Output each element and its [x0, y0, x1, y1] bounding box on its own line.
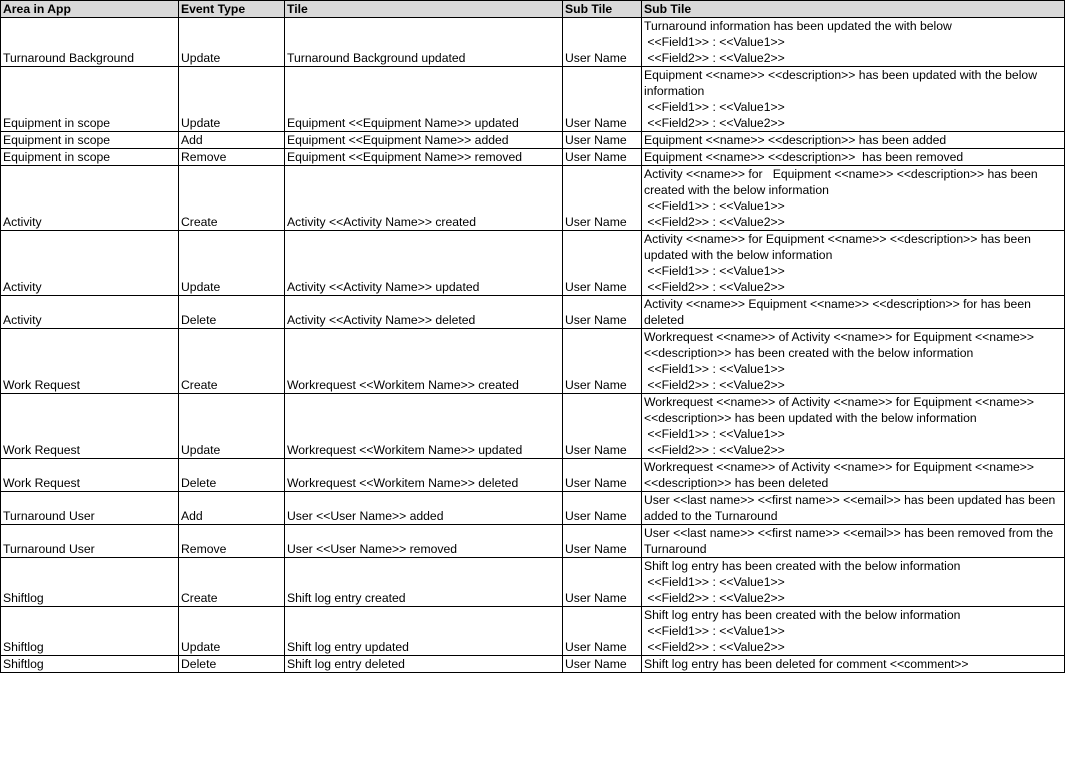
description-line: <<Field1>> : <<Value1>> — [644, 199, 785, 213]
event-type-cell: Create — [179, 166, 285, 231]
sub-tile-cell: User Name — [563, 18, 642, 67]
description-line: <<Field2>> : <<Value2>> — [644, 591, 785, 605]
event-type-cell: Update — [179, 18, 285, 67]
tile-cell: Turnaround Background updated — [285, 18, 563, 67]
description-cell — [642, 18, 1065, 67]
table-row — [1, 67, 1065, 132]
description-line: Activity <<name>> for Equipment <<name>> <<description>> has been updated with the below information — [644, 232, 1035, 262]
event-type-cell: Remove — [179, 525, 285, 558]
area-in-app-cell: Work Request — [1, 459, 179, 492]
description-line: <<Field1>> : <<Value1>> — [644, 100, 785, 114]
event-type-cell: Add — [179, 132, 285, 149]
sub-tile-cell: User Name — [563, 149, 642, 166]
description-line: <<Field2>> : <<Value2>> — [644, 443, 785, 457]
area-in-app-cell: Shiftlog — [1, 607, 179, 656]
description-line: <<Field1>> : <<Value1>> — [644, 624, 785, 638]
description-cell — [642, 166, 1065, 231]
event-type-cell: Create — [179, 329, 285, 394]
description-cell — [642, 132, 1065, 149]
description-line: User <<last name>> <<first name>> <<email>> has been updated has been added to the Turnaround — [644, 493, 1059, 523]
description-cell — [642, 231, 1065, 296]
tile-cell: Equipment <<Equipment Name>> removed — [285, 149, 563, 166]
table-row — [1, 607, 1065, 656]
table-body — [1, 18, 1065, 673]
tile-cell: Equipment <<Equipment Name>> updated — [285, 67, 563, 132]
area-in-app-cell: Work Request — [1, 394, 179, 459]
sub-tile-cell: User Name — [563, 459, 642, 492]
event-type-cell: Delete — [179, 296, 285, 329]
tile-cell: Shift log entry created — [285, 558, 563, 607]
description-line: Workrequest <<name>> of Activity <<name>> for Equipment <<name>> <<description>> has been updated with the below information — [644, 395, 1038, 425]
description-line: Equipment <<name>> <<description>> has been updated with the below information — [644, 68, 1041, 98]
description-line: <<Field2>> : <<Value2>> — [644, 640, 785, 654]
description-line: <<Field1>> : <<Value1>> — [644, 362, 785, 376]
sub-tile-cell: User Name — [563, 394, 642, 459]
sub-tile-cell: User Name — [563, 166, 642, 231]
description-line: Shift log entry has been created with the below information — [644, 559, 961, 573]
description-line: Shift log entry has been created with the below information — [644, 608, 961, 622]
table-row — [1, 394, 1065, 459]
header-area-in-app: Area in App — [1, 1, 179, 18]
description-line: Workrequest <<name>> of Activity <<name>> for Equipment <<name>> <<description>> has been deleted — [644, 460, 1038, 490]
table-row — [1, 459, 1065, 492]
tile-cell: Equipment <<Equipment Name>> added — [285, 132, 563, 149]
description-line: Activity <<name>> Equipment <<name>> <<description>> for has been deleted — [644, 297, 1035, 327]
table-row — [1, 525, 1065, 558]
table-row — [1, 149, 1065, 166]
description-line: Workrequest <<name>> of Activity <<name>> for Equipment <<name>> <<description>> has been created with the below information — [644, 330, 1038, 360]
sub-tile-cell: User Name — [563, 132, 642, 149]
event-type-cell: Add — [179, 492, 285, 525]
event-type-cell: Update — [179, 67, 285, 132]
area-in-app-cell: Equipment in scope — [1, 132, 179, 149]
area-in-app-cell: Activity — [1, 231, 179, 296]
tile-cell: Activity <<Activity Name>> deleted — [285, 296, 563, 329]
table-row — [1, 329, 1065, 394]
header-sub-tile-description: Sub Tile — [642, 1, 1065, 18]
header-tile: Tile — [285, 1, 563, 18]
description-line: <<Field2>> : <<Value2>> — [644, 378, 785, 392]
tile-cell: Workrequest <<Workitem Name>> created — [285, 329, 563, 394]
sub-tile-cell: User Name — [563, 231, 642, 296]
description-line: <<Field2>> : <<Value2>> — [644, 215, 785, 229]
description-cell — [642, 149, 1065, 166]
sub-tile-cell: User Name — [563, 558, 642, 607]
description-line: <<Field1>> : <<Value1>> — [644, 264, 785, 278]
event-type-cell: Delete — [179, 656, 285, 673]
area-in-app-cell: Equipment in scope — [1, 67, 179, 132]
sub-tile-cell: User Name — [563, 329, 642, 394]
table-row — [1, 166, 1065, 231]
tile-cell: Shift log entry deleted — [285, 656, 563, 673]
area-in-app-cell: Equipment in scope — [1, 149, 179, 166]
table-row — [1, 231, 1065, 296]
event-type-cell: Update — [179, 394, 285, 459]
header-row — [1, 1, 1065, 18]
description-line: Equipment <<name>> <<description>> has been removed — [644, 150, 964, 164]
area-in-app-cell: Shiftlog — [1, 558, 179, 607]
description-cell — [642, 296, 1065, 329]
description-line: <<Field2>> : <<Value2>> — [644, 280, 785, 294]
event-type-cell: Update — [179, 231, 285, 296]
table-row — [1, 492, 1065, 525]
description-cell — [642, 394, 1065, 459]
description-line: <<Field1>> : <<Value1>> — [644, 35, 785, 49]
area-in-app-cell: Work Request — [1, 329, 179, 394]
table-row — [1, 558, 1065, 607]
sub-tile-cell: User Name — [563, 296, 642, 329]
description-line: Turnaround information has been updated the with below — [644, 19, 952, 33]
table-row — [1, 18, 1065, 67]
description-cell — [642, 525, 1065, 558]
sub-tile-cell: User Name — [563, 525, 642, 558]
area-in-app-cell: Turnaround User — [1, 525, 179, 558]
tile-cell: Activity <<Activity Name>> updated — [285, 231, 563, 296]
header-sub-tile: Sub Tile — [563, 1, 642, 18]
event-type-cell: Delete — [179, 459, 285, 492]
area-in-app-cell: Activity — [1, 166, 179, 231]
event-type-cell: Remove — [179, 149, 285, 166]
description-cell — [642, 656, 1065, 673]
description-cell — [642, 492, 1065, 525]
event-type-cell: Update — [179, 607, 285, 656]
tile-cell: User <<User Name>> removed — [285, 525, 563, 558]
description-cell — [642, 607, 1065, 656]
description-cell — [642, 329, 1065, 394]
table-row — [1, 132, 1065, 149]
sub-tile-cell: User Name — [563, 492, 642, 525]
description-cell — [642, 459, 1065, 492]
description-line: User <<last name>> <<first name>> <<email>> has been removed from the Turnaround — [644, 526, 1057, 556]
tile-cell: Activity <<Activity Name>> created — [285, 166, 563, 231]
area-in-app-cell: Turnaround User — [1, 492, 179, 525]
area-in-app-cell: Activity — [1, 296, 179, 329]
tile-cell: Workrequest <<Workitem Name>> deleted — [285, 459, 563, 492]
description-line: Shift log entry has been deleted for comment <<comment>> — [644, 657, 969, 671]
description-line: <<Field1>> : <<Value1>> — [644, 427, 785, 441]
description-line: <<Field2>> : <<Value2>> — [644, 116, 785, 130]
table-row — [1, 656, 1065, 673]
description-line: Activity <<name>> for Equipment <<name>> <<description>> has been created with the below information — [644, 167, 1042, 197]
area-in-app-cell: Shiftlog — [1, 656, 179, 673]
tile-cell: Shift log entry updated — [285, 607, 563, 656]
event-type-cell: Create — [179, 558, 285, 607]
sub-tile-cell: User Name — [563, 607, 642, 656]
description-cell — [642, 558, 1065, 607]
description-cell — [642, 67, 1065, 132]
description-line: <<Field2>> : <<Value2>> — [644, 51, 785, 65]
tile-cell: User <<User Name>> added — [285, 492, 563, 525]
description-line: <<Field1>> : <<Value1>> — [644, 575, 785, 589]
tile-cell: Workrequest <<Workitem Name>> updated — [285, 394, 563, 459]
description-line: Equipment <<name>> <<description>> has been added — [644, 133, 947, 147]
area-in-app-cell: Turnaround Background — [1, 18, 179, 67]
sub-tile-cell: User Name — [563, 67, 642, 132]
table-row — [1, 296, 1065, 329]
header-event-type: Event Type — [179, 1, 285, 18]
sub-tile-cell: User Name — [563, 656, 642, 673]
